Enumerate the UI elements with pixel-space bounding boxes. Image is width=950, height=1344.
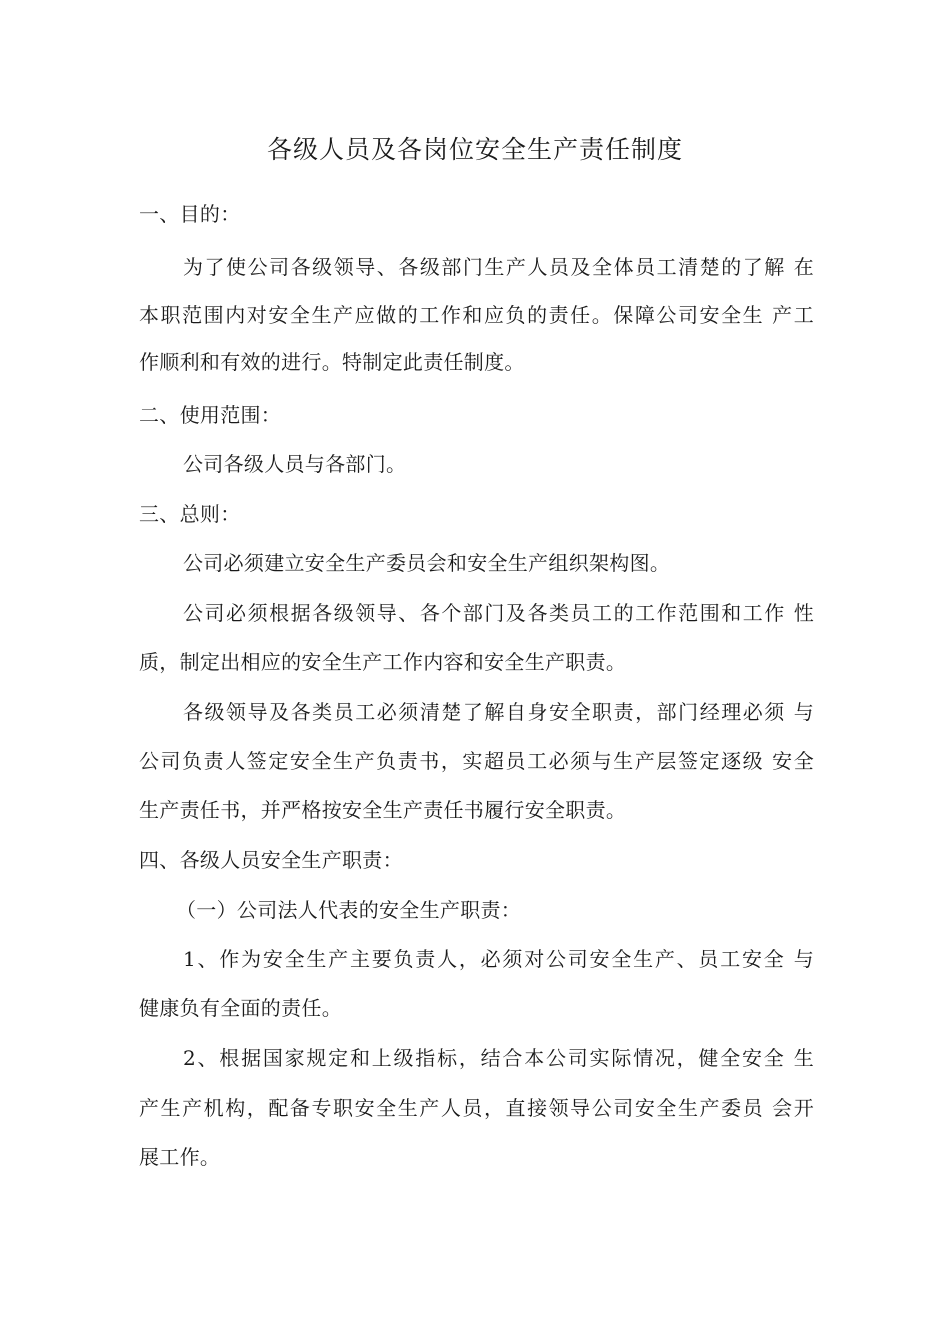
- section-heading-general: 三、总则：: [139, 502, 241, 526]
- section-heading-scope: 二、使用范围：: [139, 403, 282, 427]
- section-heading-duties: 四、各级人员安全生产职责：: [139, 848, 403, 872]
- paragraph-line: 生产责任书，并严格按安全生产责任书履行安全职责。: [139, 798, 627, 822]
- subsection-heading: （一）公司法人代表的安全生产职责：: [176, 898, 522, 922]
- paragraph-line: 展工作。: [139, 1145, 221, 1169]
- section-heading-purpose: 一、目的：: [139, 202, 241, 226]
- document-title: 各级人员及各岗位安全生产责任制度: [266, 135, 683, 164]
- paragraph-line: 1、作为安全生产主要负责人，必须对公司安全生产、员工安全 与: [183, 947, 814, 971]
- paragraph-line: 质，制定出相应的安全生产工作内容和安全生产职责。: [139, 650, 627, 674]
- paragraph-line: 各级领导及各类员工必须清楚了解自身安全职责，部门经理必须 与: [183, 700, 814, 724]
- paragraph-line: 2、根据国家规定和上级指标，结合本公司实际情况，健全安全 生: [183, 1046, 814, 1070]
- paragraph-line: 作顺利和有效的进行。特制定此责任制度。: [139, 350, 525, 374]
- paragraph-line: 为了使公司各级领导、各级部门生产人员及全体员工清楚的了解 在: [183, 255, 814, 279]
- paragraph-line: 产生产机构，配备专职安全生产人员，直接领导公司安全生产委员 会开: [139, 1096, 814, 1120]
- paragraph-line: 本职范围内对安全生产应做的工作和应负的责任。保障公司安全生 产工: [139, 303, 814, 327]
- paragraph-line: 公司各级人员与各部门。: [183, 452, 407, 476]
- paragraph-line: 公司必须根据各级领导、各个部门及各类员工的工作范围和工作 性: [183, 601, 814, 625]
- paragraph-line: 公司负责人签定安全生产负责书，实超员工必须与生产层签定逐级 安全: [139, 749, 814, 773]
- paragraph-line: 健康负有全面的责任。: [139, 996, 342, 1020]
- paragraph-line: 公司必须建立安全生产委员会和安全生产组织架构图。: [183, 551, 671, 575]
